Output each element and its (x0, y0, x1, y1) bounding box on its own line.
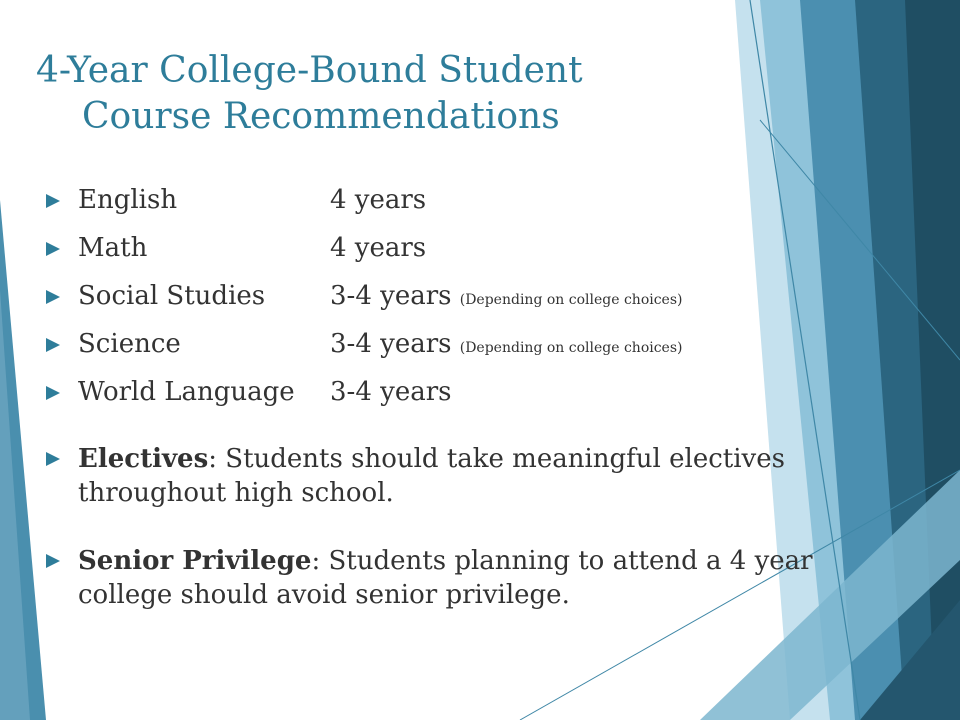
course-row-world-language (44, 368, 844, 416)
course-row-english (44, 176, 844, 224)
triangle-bullet-icon (46, 194, 60, 208)
course-years: 4 years (330, 185, 427, 215)
electives-text: : Students should take meaningful electives throughout high school. (78, 444, 785, 508)
title-line-1: 4-Year College-Bound Student (36, 50, 583, 91)
triangle-bullet-icon (46, 290, 60, 304)
course-note: (Depending on college choices) (459, 292, 683, 308)
course-years: 4 years (330, 233, 427, 263)
course-row-science (44, 320, 844, 368)
triangle-bullet-icon (46, 452, 60, 466)
senior-privilege-label: Senior Privilege (78, 546, 312, 576)
course-years: 3-4 years (330, 281, 452, 311)
senior-privilege-paragraph (44, 544, 844, 612)
course-subject: English (78, 185, 178, 215)
course-years: 3-4 years (330, 377, 452, 407)
course-row-social-studies (44, 272, 844, 320)
electives-paragraph (44, 442, 844, 510)
slide-title (36, 48, 736, 140)
course-note: (Depending on college choices) (459, 340, 683, 356)
course-subject: Math (78, 233, 148, 263)
triangle-bullet-icon (46, 338, 60, 352)
course-subject: World Language (78, 377, 295, 407)
title-line-2: Course Recommendations (82, 96, 560, 137)
triangle-bullet-icon (46, 242, 60, 256)
course-list (44, 176, 844, 612)
triangle-bullet-icon (46, 386, 60, 400)
course-subject: Social Studies (78, 281, 266, 311)
course-row-math (44, 224, 844, 272)
course-years: 3-4 years (330, 329, 452, 359)
electives-label: Electives (78, 444, 209, 474)
triangle-bullet-icon (46, 554, 60, 568)
course-subject: Science (78, 329, 181, 359)
senior-privilege-text: : Students planning to attend a 4 year college should avoid senior privilege. (78, 546, 813, 610)
